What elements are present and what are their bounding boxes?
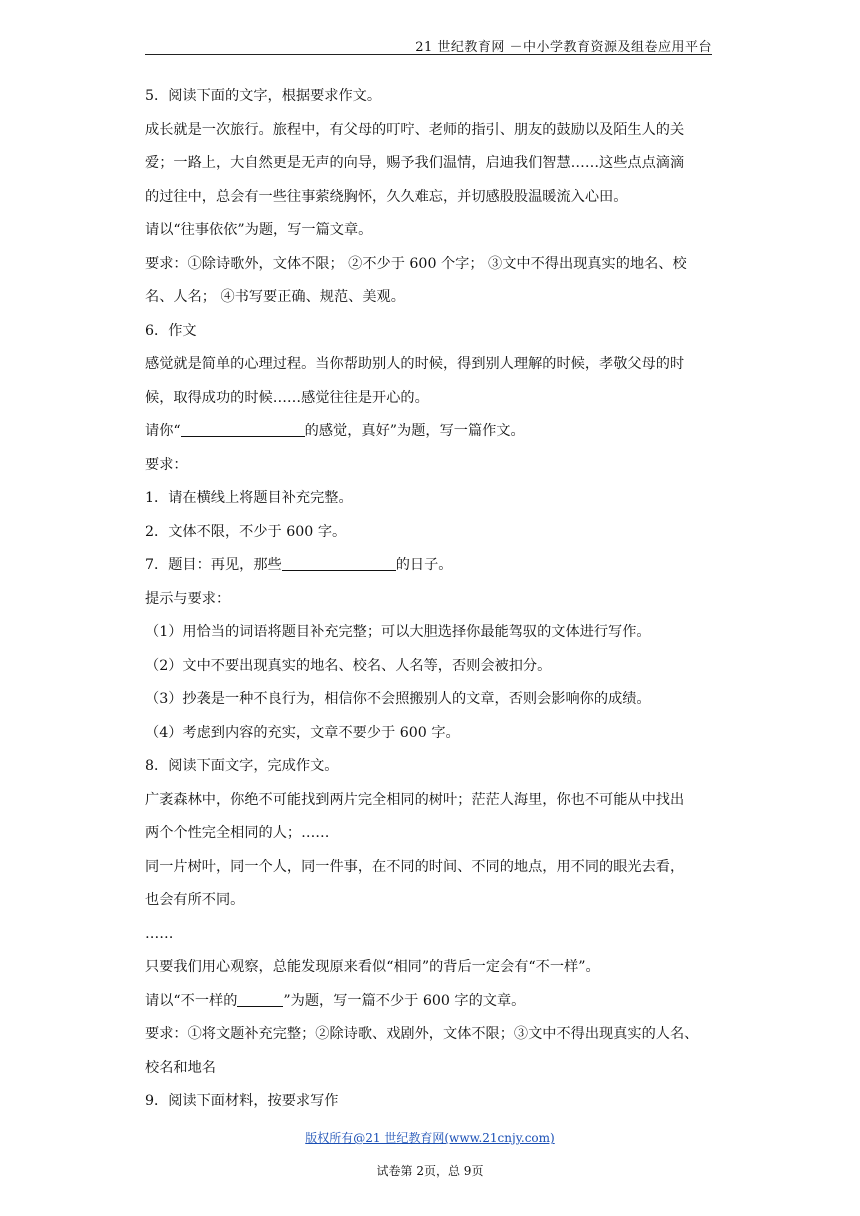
page-number: 试卷第 2页，总 9页 xyxy=(376,1164,484,1178)
paragraph-line: 名、人名； ④书写要正确、规范、美观。 xyxy=(145,289,405,305)
question-8-title: 8．阅读下面文字，完成作文。 xyxy=(145,758,339,774)
paragraph-line: （2）文中不要出现真实的地名、校名、人名等，否则会被扣分。 xyxy=(145,657,552,674)
paragraph-line: …… xyxy=(145,925,174,942)
text-segment: 7．题目：再见，那些 xyxy=(145,557,282,573)
fill-blank-line xyxy=(237,990,283,1007)
paragraph-line xyxy=(145,985,717,1019)
fill-blank-line xyxy=(282,554,396,571)
paragraph-line: 也会有所不同。 xyxy=(145,892,245,908)
paragraph-line: 广袤森林中，你绝不可能找到两片完全相同的树叶；茫茫人海里，你也不可能从中找出 xyxy=(145,791,685,808)
paragraph-line: 感觉就是简单的心理过程。当你帮助别人的时候，得到别人理解的时候，孝敬父母的时 xyxy=(145,356,685,372)
paragraph-line: （1）用恰当的词语将题目补充完整；可以大胆选择你最能驾驭的文体进行写作。 xyxy=(145,624,651,640)
paragraph-line: 2．文体不限，不少于 600 字。 xyxy=(145,523,347,540)
text-segment: ”为题，写一篇不少于 600 字的文章。 xyxy=(283,992,526,1009)
paragraph-line: （4）考虑到内容的充实，文章不要少于 600 字。 xyxy=(145,724,460,741)
paragraph-line: 请以“往事依依”为题，写一篇文章。 xyxy=(145,222,373,238)
paragraph-line: 候，取得成功的时候……感觉往往是开心的。 xyxy=(145,389,429,406)
paragraph-line: 要求：①除诗歌外，文体不限； ②不少于 600 个字； ③文中不得出现真实的地名、校 xyxy=(145,255,687,272)
paragraph-line: 要求： xyxy=(145,456,188,473)
copyright-link[interactable]: 版权所有@21 世纪教育网(www.21cnjy.com) xyxy=(305,1131,555,1145)
paragraph-line: 提示与要求： xyxy=(145,590,231,607)
paragraph-line: 成长就是一次旅行。旅程中，有父母的叮咛、老师的指引、朋友的鼓励以及陌生人的关 xyxy=(145,121,685,138)
paragraph-line: 只要我们用心观察，总能发现原来看似“相同”的背后一定会有“不一样”。 xyxy=(145,959,600,975)
paragraph-line: 校名和地名 xyxy=(145,1059,216,1076)
document-body xyxy=(145,80,717,1119)
paragraph-line: 两个个性完全相同的人；…… xyxy=(145,825,330,841)
fill-blank-line xyxy=(181,420,305,437)
paragraph-line: 的过往中，总会有一些往事萦绕胸怀，久久难忘，并切感股股温暖流入心田。 xyxy=(145,188,628,205)
question-9-title: 9．阅读下面材料，按要求写作 xyxy=(145,1093,339,1109)
text-segment: 请以“不一样的 xyxy=(145,992,238,1009)
text-segment: 请你“ xyxy=(145,423,181,439)
question-7-title xyxy=(145,549,717,583)
text-segment: 的日子。 xyxy=(395,557,453,573)
paragraph-line: 同一片树叶，同一个人，同一件事，在不同的时间、不同的地点，用不同的眼光去看， xyxy=(145,858,685,875)
page-header xyxy=(145,34,712,55)
question-6-title: 6．作文 xyxy=(145,322,197,339)
header-title: 21 世纪教育网 －中小学教育资源及组卷应用平台 xyxy=(415,40,712,55)
text-segment: 的感觉，真好”为题，写一篇作文。 xyxy=(304,423,525,439)
paragraph-line: 要求：①将文题补充完整；②除诗歌、戏剧外，文体不限；③文中不得出现真实的人名、 xyxy=(145,1026,699,1042)
question-5-title: 5．阅读下面的文字，根据要求作文。 xyxy=(145,88,382,104)
paragraph-line: 1．请在横线上将题目补充完整。 xyxy=(145,490,353,506)
paragraph-line xyxy=(145,415,717,449)
paragraph-line: （3）抄袭是一种不良行为，相信你不会照搬别人的文章，否则会影响你的成绩。 xyxy=(145,691,651,707)
paragraph-line: 爱；一路上，大自然更是无声的向导，赐予我们温情，启迪我们智慧……这些点点滴滴 xyxy=(145,155,685,171)
